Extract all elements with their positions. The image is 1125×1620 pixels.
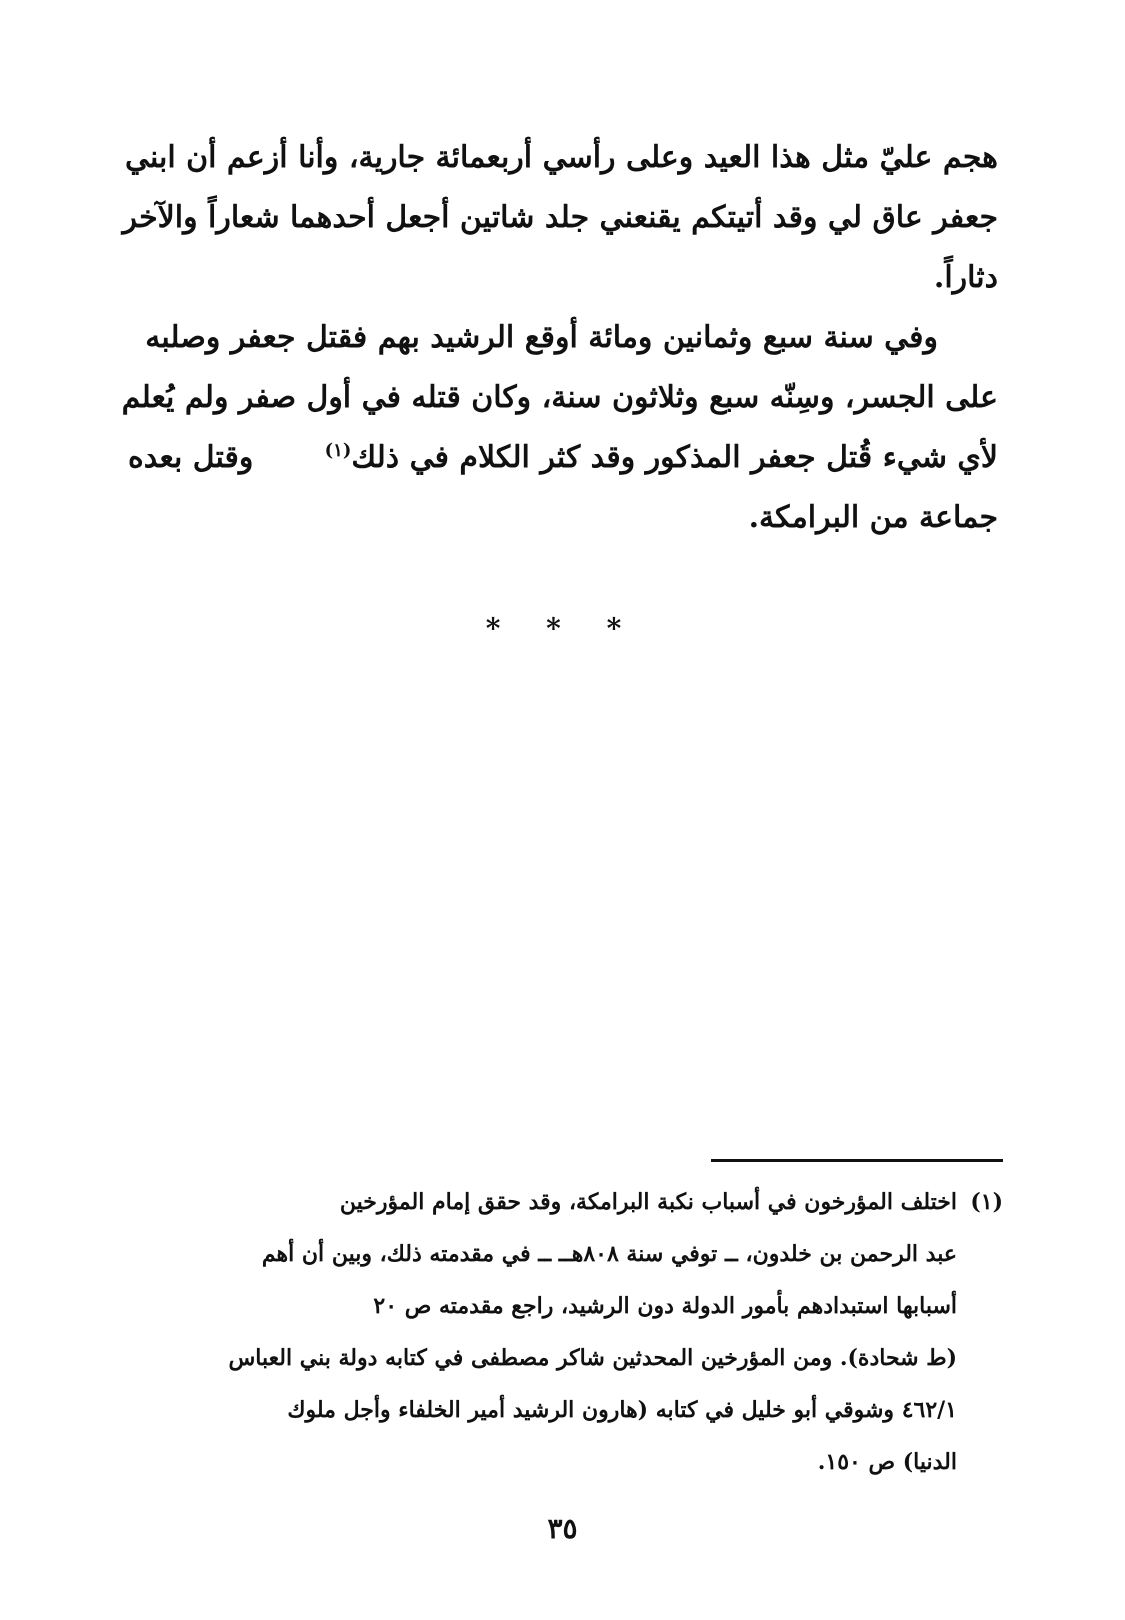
paragraph-2-line-4: جماعة من البرامكة. <box>748 500 998 535</box>
footnote-1-line-4: (ط شحادة). ومن المؤرخين المحدثين شاكر مصطفى في كتابه دولة بني العباس <box>228 1345 957 1371</box>
footnote-reference[interactable]: (١) <box>324 440 352 461</box>
footnote-1-line-1: اختلف المؤرخون في أسباب نكبة البرامكة، وقد حقق إمام المؤرخين <box>339 1189 957 1215</box>
footnote-1-line-5: ٤٦٢/١ وشوقي أبو خليل في كتابه (هارون الرشيد أمير الخلفاء وأجل ملوك <box>287 1397 957 1423</box>
main-text <box>121 128 998 548</box>
footnote-1-line-2: عبد الرحمن بن خلدون، ــ توفي سنة ٨٠٨هــ ــ في مقدمته ذلك، وبين أن أهم <box>261 1241 957 1267</box>
paragraph-2-line-3-text: لأي شيء قُتل جعفر المذكور وقد كثر الكلام في ذلك <box>351 440 998 475</box>
paragraph-2-line-2: على الجسر، وسِنّه سبع وثلاثون سنة، وكان قتله في أول صفر ولم يُعلم <box>121 380 998 415</box>
paragraph-1 <box>122 128 998 308</box>
paragraph-1-line-3: دثاراً. <box>933 260 998 295</box>
footnote-1-line-6: الدنيا) ص ١٥٠. <box>817 1449 957 1475</box>
page-number: ٣٥ <box>547 1512 578 1545</box>
paragraph-2-line-3 <box>128 428 998 488</box>
paragraph-1-line-2: جعفر عاق لي وقد أتيتكم يقنعني جلد شاتين أجعل أحدهما شعاراً والآخر <box>122 200 998 235</box>
paragraph-1-line-1: هجم عليّ مثل هذا العيد وعلى رأسي أربعمائة جارية، وأنا أزعم أن ابني <box>124 140 998 175</box>
footnote-1-number: (١) <box>970 1189 1003 1215</box>
section-separator: * * * <box>485 612 640 645</box>
paragraph-2-line-3-tail: وقتل بعده <box>128 440 254 475</box>
footnote-1-line-3: أسبابها استبدادهم بأمور الدولة دون الرشيد، راجع مقدمته ص ٢٠ <box>373 1293 957 1319</box>
footnote-divider <box>711 1159 1003 1162</box>
paragraph-2-line-1: وفي سنة سبع وثمانين ومائة أوقع الرشيد بهم فقتل جعفر وصلبه <box>145 320 938 355</box>
paragraph-2 <box>121 308 998 548</box>
